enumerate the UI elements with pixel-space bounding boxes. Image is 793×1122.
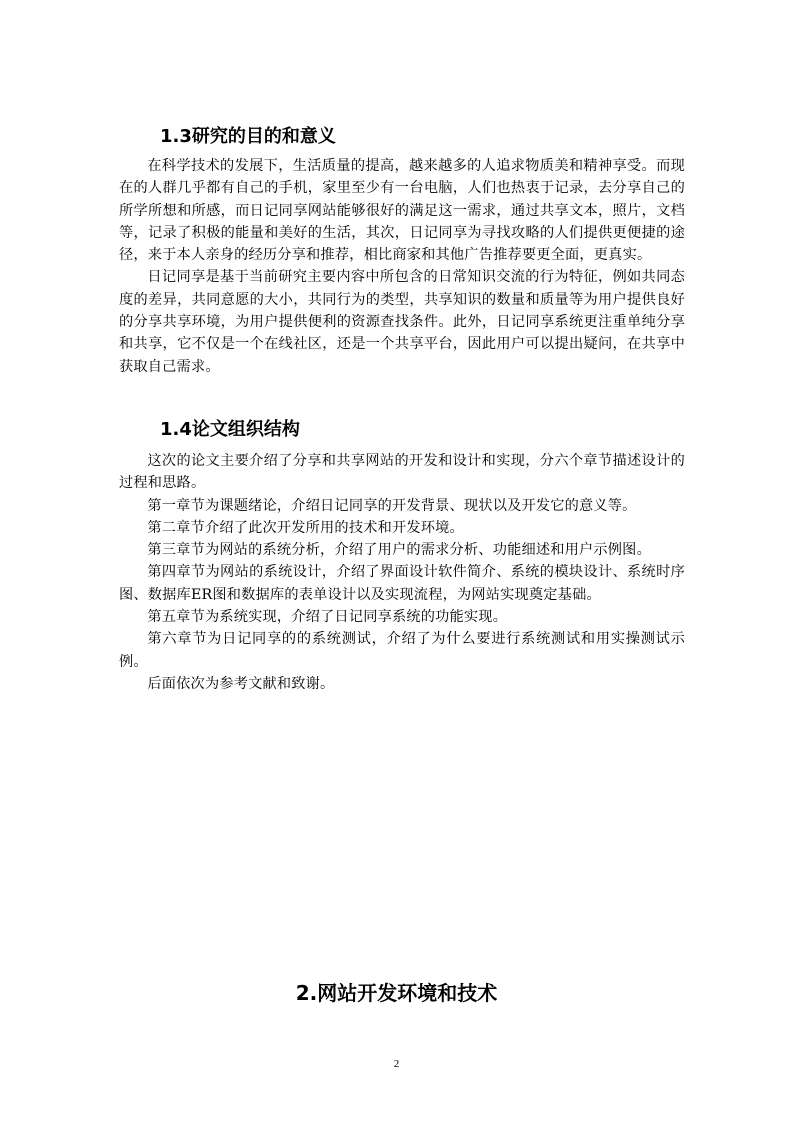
paragraph: 第三章节为网站的系统分析，介绍了用户的需求分析、功能细述和用户示例图。 <box>147 542 651 559</box>
chapter-title: 2.网站开发环境和技术 <box>295 981 498 1005</box>
paragraph: 后面依次为参考文献和致谢。 <box>147 675 335 692</box>
section-heading-1-4: 1.4论文组织结构 <box>160 419 300 440</box>
section-heading-1-3: 1.3研究的目的和意义 <box>160 126 336 147</box>
paragraph: 第四章节为网站的系统设计，介绍了界面设计软件简介、系统的模块设计、系统时序图、数据库ER图和数据库的表单设计以及实现流程，为网站实现奠定基础。 <box>119 564 685 603</box>
section-1-3-body <box>119 155 685 378</box>
page-number: 2 <box>393 1058 400 1070</box>
paragraph: 第一章节为课题绪论，介绍日记同享的开发背景、现状以及开发它的意义等。 <box>147 497 637 514</box>
paragraph: 第二章节介绍了此次开发所用的技术和开发环境。 <box>147 519 464 536</box>
paragraph: 在科学技术的发展下，生活质量的提高，越来越多的人追求物质美和精神享受。而现在的人群几乎都有自己的手机，家里至少有一台电脑，人们也热衷于记录，去分享自己的所学所想和所感，而日记同享网站能够很好的满足这一需求，通过共享文本，照片，文档等，记录了积极的能量和美好的生活，其次，日记同享为寻找攻略的人们提供更便捷的途径，来于本人亲身的经历分享和推荐，相比商家和其他广告推荐要更全面，更真实。 <box>119 158 685 264</box>
paragraph: 第六章节为日记同享的的系统测试，介绍了为什么要进行系统测试和用实操测试示例。 <box>119 631 685 670</box>
section-1-4-body <box>119 450 685 695</box>
paragraph: 第五章节为系统实现，介绍了日记同享系统的功能实现。 <box>147 609 508 626</box>
paragraph: 日记同享是基于当前研究主要内容中所包含的日常知识交流的行为特征，例如共同态度的差异，共同意愿的大小，共同行为的类型，共享知识的数量和质量等为用户提供良好的分享共享环境，为用户提供便利的资源查找条件。此外，日记同享系统更注重单纯分享和共享，它不仅是一个在线社区，还是一个共享平台，因此用户可以提出疑问，在共享中获取自己需求。 <box>119 269 685 375</box>
paragraph: 这次的论文主要介绍了分享和共享网站的开发和设计和实现，分六个章节描述设计的过程和思路。 <box>119 453 685 492</box>
